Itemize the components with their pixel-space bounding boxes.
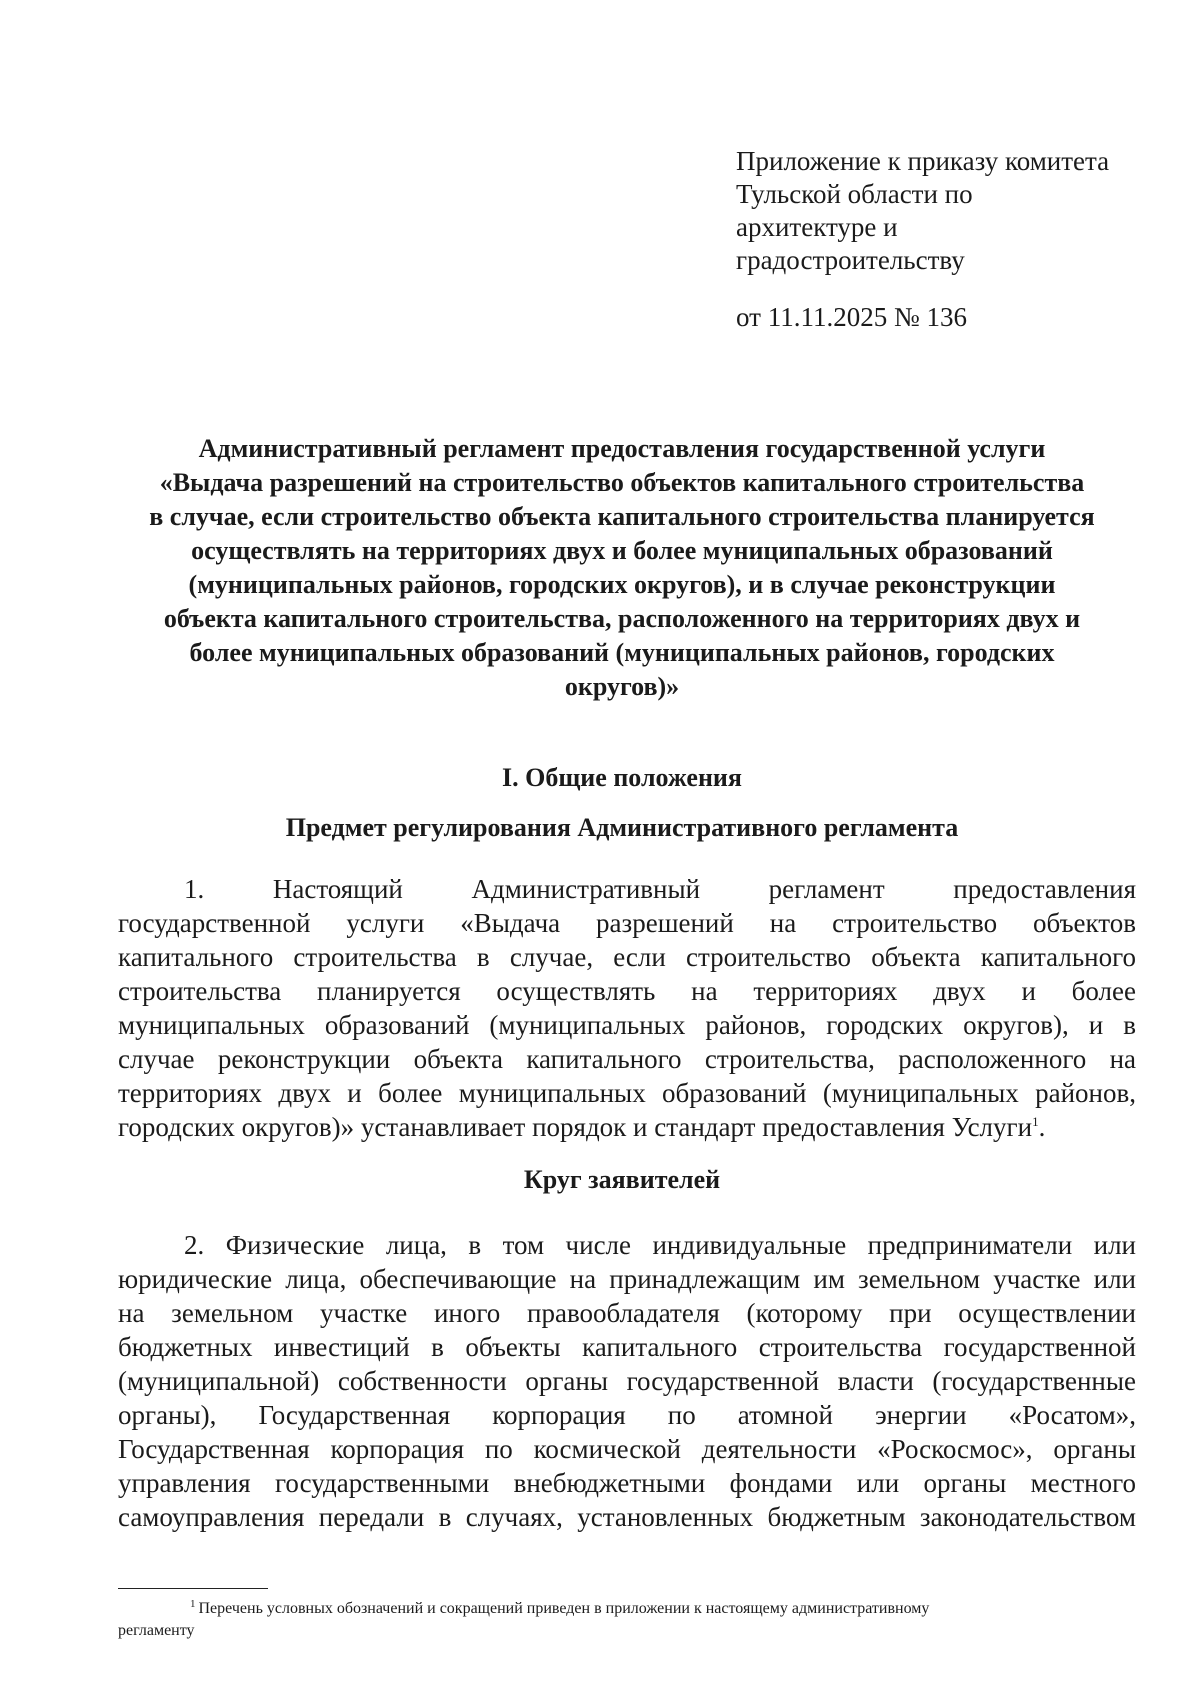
title-line: округов)» [564,672,680,701]
paragraph-line: 1. Настоящий Административный регламент предоставления [184,874,1136,904]
paragraph-line: капитального строительства в случае, если строительство объекта капитального [118,942,1136,972]
footnote-reference[interactable]: 1 [1032,1114,1039,1129]
paragraph-end: . [1038,1112,1046,1142]
approval-line: Приложение к приказу комитета [736,146,1110,176]
footnote [118,1598,1136,1642]
document-title [112,432,1132,704]
approval-line: Тульской области по [736,179,973,209]
paragraph-line: государственной услуги «Выдача разрешений на строительство объектов [118,908,1136,938]
approval-line: градостроительству [736,245,965,275]
paragraph-line: муниципальных образований (муниципальных районов, городских округов), и в [118,1010,1136,1040]
title-line: осуществлять на территориях двух и более муниципальных образований [191,536,1053,565]
paragraph-1 [118,872,1136,1144]
paragraph-line: на земельном участке иного правообладателя (которому при осуществлении [118,1298,1136,1328]
paragraph-line: бюджетных инвестиций в объекты капитального строительства государственной [118,1332,1136,1362]
paragraph-line: Государственная корпорация по космической деятельности «Роскосмос», органы [118,1434,1136,1464]
title-line: в случае, если строительство объекта капитального строительства планируется [149,502,1095,531]
title-line: объекта капитального строительства, расположенного на территориях двух и [163,604,1081,633]
paragraph-line: 2. Физические лица, в том числе индивидуальные предприниматели или [184,1230,1136,1260]
paragraph-line: управления государственными внебюджетными фондами или органы местного [118,1468,1136,1498]
section-heading-general: I. Общие положения [502,763,742,792]
title-line: Административный регламент предоставления государственной услуги [198,434,1046,463]
paragraph-line: (муниципальной) собственности органы государственной власти (государственные [118,1366,1136,1396]
paragraph-line: территориях двух и более муниципальных образований (муниципальных районов, [118,1078,1136,1108]
title-line: (муниципальных районов, городских округов), и в случае реконструкции [188,570,1056,599]
title-line: более муниципальных образований (муниципальных районов, городских [189,638,1055,667]
footnote-line: регламенту [118,1622,195,1639]
footnote-line [118,1598,1136,1620]
footnote-text: Перечень условных обозначений и сокращений приведен в приложении к настоящему административному [198,1600,930,1617]
approval-line: архитектуре и [736,212,898,242]
subsection-heading-subject: Предмет регулирования Административного регламента [285,813,959,842]
paragraph-line: самоуправления передали в случаях, установленных бюджетным законодательством [118,1502,1136,1532]
paragraph-line-last [118,1110,1136,1144]
subsection-heading-applicants: Круг заявителей [523,1165,721,1194]
order-date-number: от 11.11.2025 № 136 [736,302,967,332]
footnote-separator [118,1588,268,1589]
paragraph-line-text: городских округов)» устанавливает порядок и стандарт предоставления Услуги [118,1112,1033,1142]
approval-stamp [736,145,1156,334]
title-line: «Выдача разрешений на строительство объектов капитального строительства [159,468,1085,497]
paragraph-2 [118,1228,1136,1534]
paragraph-line: юридические лица, обеспечивающие на принадлежащим им земельном участке или [118,1264,1136,1294]
paragraph-line: строительства планируется осуществлять на территориях двух и более [118,976,1136,1006]
footnote-mark: 1 [190,1597,196,1610]
paragraph-line: органы), Государственная корпорация по атомной энергии «Росатом», [118,1400,1136,1430]
paragraph-line: случае реконструкции объекта капитального строительства, расположенного на [118,1044,1136,1074]
